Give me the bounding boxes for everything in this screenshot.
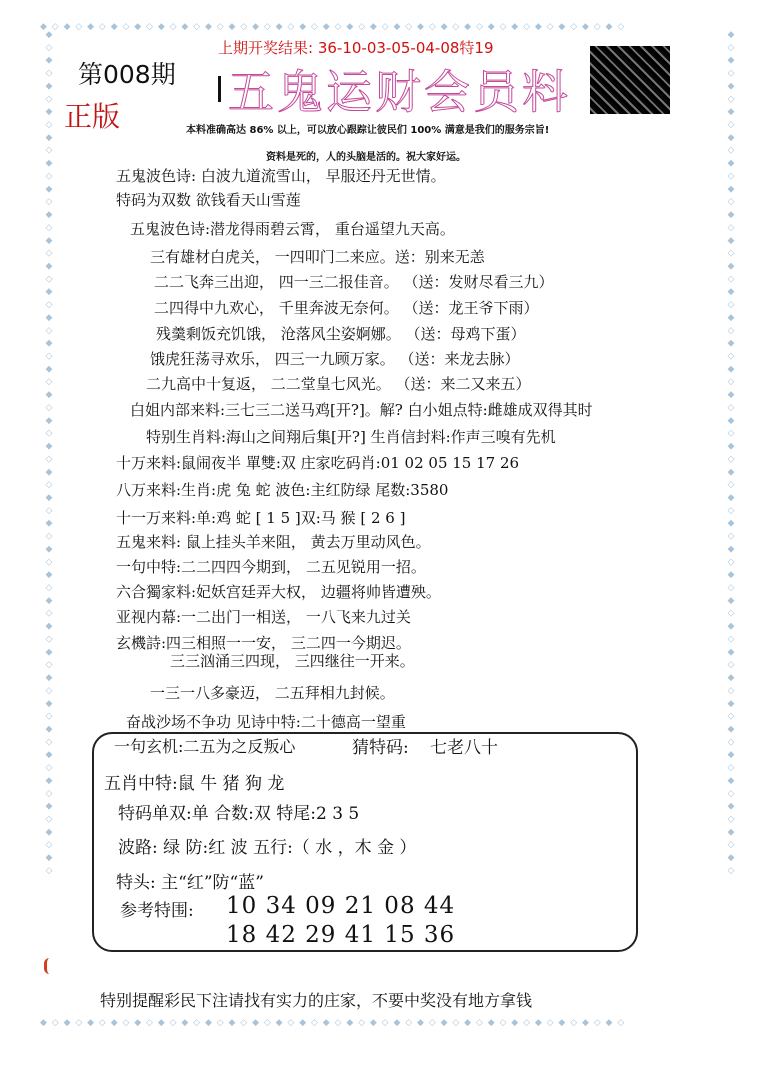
riddle-line: 一句玄机:二五为之反叛心 — [114, 737, 296, 756]
reference-label: 参考特围: — [120, 901, 194, 921]
page-title: 五鬼运财会员料 — [228, 65, 571, 119]
text-line: 残羹剩饭充饥饿， 沧落风尘姿婀娜。 （送：母鸡下蛋） — [156, 325, 526, 343]
guess-label: 猜特码: — [352, 738, 409, 758]
text-line: 三三汹涌三四现， 三四继往一开来。 — [170, 652, 415, 670]
watermark-border-top: ◆ ◇ ◆ ◇ ◆ ◇ ◆ ◇ ◆ ◇ ◆ ◇ ◆ ◇ ◆ ◇ ◆ ◇ ◆ ◇ ◆ ◇ ◆ ◇ ◆ ◇ ◆ ◇ ◆ ◇ ◆ ◇ ◆ ◇ ◆ ◇ ◆ ◇ ◆ ◇ ◆ ◇ ◆ ◇ ◆ ◇ ◆ ◇ ◆ ◇ — [40, 22, 626, 32]
motto-note: 资料是死的，人的头脑是活的。祝大家好运。 — [266, 152, 466, 163]
text-line: 八万来料:生肖:虎 兔 蛇 波色:主红防绿 尾数:3580 — [116, 481, 449, 499]
text-line: 二九高中十复返， 二二堂皇七风光。 （送：来二又来五） — [146, 375, 531, 393]
title-divider — [218, 76, 221, 102]
issue-number: 第008期 — [78, 60, 176, 89]
text-line: 特码为双数 欲钱看天山雪莲 — [116, 191, 301, 209]
text-line: 玄機詩:四三相照一一安， 三二四一今期迟。 — [116, 634, 411, 652]
accuracy-note: 本料准确高达 86% 以上，可以放心跟踪让彼民们 100% 满意是我们的服务宗旨! — [186, 125, 550, 136]
guess-value: 七老八十 — [430, 738, 498, 758]
last-draw-result: 上期开奖结果: 36-10-03-05-04-08特19 — [218, 39, 494, 57]
five-zodiac-line: 五肖中特:鼠 牛 猪 狗 龙 — [104, 774, 285, 794]
reference-numbers-row: 10 34 09 21 08 44 — [226, 893, 456, 919]
text-line: 特别生肖料:海山之间翔后集[开?] 生肖信封料:作声三嗅有先机 — [146, 428, 556, 446]
footer-reminder: 特别提醒彩民下注请找有实力的庄家，不要中奖没有地方拿钱 — [100, 991, 533, 1010]
text-line: 奋战沙场不争功 见诗中特:二十德高一望重 — [126, 713, 406, 731]
head-line: 特头: 主“红”防“蓝” — [116, 873, 264, 893]
text-line: 一三一八多豪迈， 二五拜相九封候。 — [150, 684, 395, 702]
text-line: 五鬼波色诗:潜龙得雨碧云霄， 重台遥望九天高。 — [130, 220, 455, 238]
text-line: 二二飞奔三出迎， 四一三二报佳音。 （送：发财尽看三九） — [154, 273, 554, 291]
text-line: 十万来料:鼠闹夜半 單雙:双 庄家吃码肖:01 02 05 15 17 26 — [116, 454, 520, 472]
text-line: 五鬼波色诗: 白波九道流雪山， 早服还丹无世情。 — [116, 167, 446, 185]
qr-code-image — [590, 46, 670, 114]
watermark-border-left: ◆ ◇ ◆ ◇ ◆ ◇ ◆ ◇ ◆ ◇ ◆ ◇ ◆ ◇ ◆ ◇ ◆ ◇ ◆ ◇ ◆ ◇ ◆ ◇ ◆ ◇ ◆ ◇ ◆ ◇ ◆ ◇ ◆ ◇ ◆ ◇ ◆ ◇ ◆ ◇ ◆ ◇ ◆ ◇ ◆ ◇ ◆ ◇ ◆ ◇ ◆ ◇ ◆ ◇ ◆ ◇ ◆ ◇ ◆ ◇ ◆ ◇ ◆ ◇ ◆ ◇ — [44, 30, 54, 876]
text-line: 饿虎狂荡寻欢乐， 四三一九顾万家。 （送：来龙去脉） — [150, 350, 520, 368]
text-line: 三有雄材白虎关， 一四叩门二来应。送：别来无恙 — [150, 248, 485, 266]
text-line: 一句中特:二二四四今期到， 二五见锐用一招。 — [116, 558, 426, 576]
edition-label: 正版 — [64, 100, 121, 133]
text-line: 六合獨家料:妃妖宫廷弄大权， 边疆将帅皆遭殃。 — [116, 583, 441, 601]
odd-even-line: 特码单双:单 合数:双 特尾:2 3 5 — [118, 804, 360, 824]
text-line: 五鬼来料: 鼠上挂头羊来阻， 黄去万里动风色。 — [116, 533, 431, 551]
red-mark-icon — [44, 958, 55, 974]
text-line: 亚视内幕:一二出门一相送， 一八飞来九过关 — [116, 608, 411, 626]
wave-line: 波路: 绿 防:红 波 五行:（ 水 ，木 金 ） — [118, 838, 417, 858]
text-line: 二四得中九欢心， 千里奔波无奈何。 （送：龙王爷下雨） — [154, 299, 539, 317]
watermark-border-right: ◆ ◇ ◆ ◇ ◆ ◇ ◆ ◇ ◆ ◇ ◆ ◇ ◆ ◇ ◆ ◇ ◆ ◇ ◆ ◇ ◆ ◇ ◆ ◇ ◆ ◇ ◆ ◇ ◆ ◇ ◆ ◇ ◆ ◇ ◆ ◇ ◆ ◇ ◆ ◇ ◆ ◇ ◆ ◇ ◆ ◇ ◆ ◇ ◆ ◇ ◆ ◇ ◆ ◇ ◆ ◇ ◆ ◇ ◆ ◇ ◆ ◇ ◆ ◇ ◆ ◇ — [726, 30, 736, 876]
text-line: 十一万来料:单:鸡 蛇 [ 1 5 ]双:马 猴 [ 2 6 ] — [116, 509, 406, 527]
reference-numbers-row: 18 42 29 41 15 36 — [226, 922, 456, 948]
text-line: 白姐内部来料:三七三二送马鸡[开?]。解? 白小姐点特:雌雄成双得其时 — [130, 401, 593, 419]
watermark-border-bottom: ◆ ◇ ◆ ◇ ◆ ◇ ◆ ◇ ◆ ◇ ◆ ◇ ◆ ◇ ◆ ◇ ◆ ◇ ◆ ◇ ◆ ◇ ◆ ◇ ◆ ◇ ◆ ◇ ◆ ◇ ◆ ◇ ◆ ◇ ◆ ◇ ◆ ◇ ◆ ◇ ◆ ◇ ◆ ◇ ◆ ◇ ◆ ◇ ◆ ◇ — [40, 1018, 626, 1028]
